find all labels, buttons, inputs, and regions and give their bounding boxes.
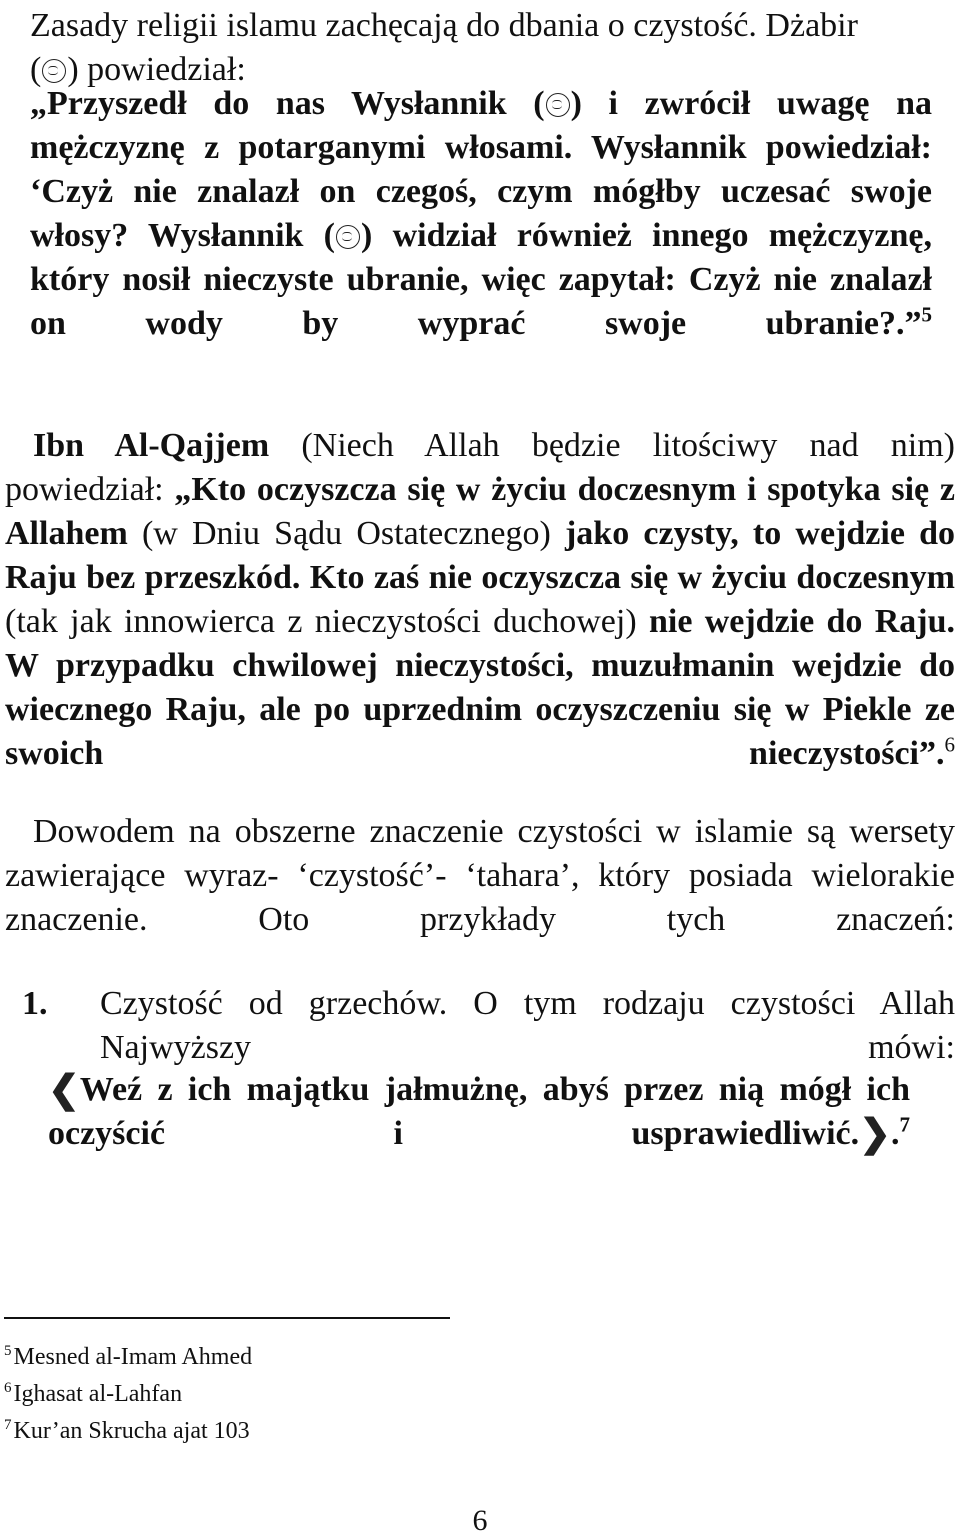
aside-segment-1: (w Dniu Sądu Ostatecznego) <box>127 515 565 552</box>
footnote-separator <box>4 1317 450 1319</box>
footnote-ref-7: 7 <box>899 1112 910 1137</box>
quote-period: . <box>891 1115 900 1152</box>
hadith-quote <box>30 82 932 346</box>
footnote-6: $^6$Ighasat al-Lahfan <box>4 1380 183 1407</box>
footnote-ref-5: 5 <box>921 302 932 327</box>
author-name: Ibn Al-Qajjem <box>33 427 270 464</box>
paragraph-tahara: Dowodem na obszerne znaczenie czystości w islamie są wersety zawierające wyraz- ‘czystość’- ‘tahara’, który posiada wielorakie znaczenie. Oto przykłady tych znaczeń: <box>5 813 955 938</box>
footnote-5: $^5$Mesned al-Imam Ahmed <box>4 1343 253 1370</box>
quran-quote <box>48 1068 910 1156</box>
quote-part-3: ) widział również innego mężczyznę, który nosił nieczyste ubranie, więc zapytał: Czyż nie znalazł on wody by wyprać swoje ubranie?. <box>30 217 933 342</box>
quote-close: ” <box>904 305 922 342</box>
paren-open: ( <box>30 51 42 88</box>
quote-segment-1: „Kto oczyszcza się w życiu doczesnym i spotyka się z Allahem <box>5 471 955 552</box>
quote-open-ornament-icon: ❮ <box>48 1069 80 1111</box>
paragraph-ibn-al-qajjem <box>5 424 955 776</box>
quote-segment-3: nie wejdzie do Raju. W przypadku chwilowej nieczystości, muzułmanin wejdzie do wiecznego Raju, ale po uprzednim oczyszczeniu się w Piekle ze swoich nieczystości”. <box>5 603 955 772</box>
quote-part-2: ) i zwrócił uwagę na mężczyznę z potarganymi włosami. Wysłannik powiedział: ‘Czyż nie znalazł on czegoś, czym mógłby uczesać swoje włosy? Wysłannik ( <box>30 85 932 254</box>
prophet-seal-icon <box>546 93 570 117</box>
intro-sentence: Zasady religii islamu zachęcają do dbania o czystość. Dżabir <box>30 7 858 44</box>
aside-segment-2: (tak jak innowierca z nieczystości duchowej) <box>5 603 649 640</box>
prophet-seal-icon <box>336 225 360 249</box>
list-item-number: 1. <box>22 985 48 1022</box>
quote-part-1: „Przyszedł do nas Wysłannik ( <box>30 85 545 122</box>
said-text: ) powiedział: <box>67 51 246 88</box>
list-item-text: Czystość od grzechów. O tym rodzaju czystości Allah Najwyższy mówi: <box>100 985 955 1066</box>
footnote-ref-6: 6 <box>944 732 955 757</box>
paragraph-cleanliness-intro <box>30 4 932 92</box>
footnote-7: $^7$Kur’an Skrucha ajat 103 <box>4 1417 250 1444</box>
quote-segment-2: jako czysty, to wejdzie do Raju bez przeszkód. Kto zaś nie oczyszcza się w życiu doczesnym <box>5 515 955 596</box>
quote-close-ornament-icon: ❯ <box>859 1113 891 1155</box>
supplication-text: (Niech Allah będzie litościwy nad nim) powiedział: <box>5 427 956 508</box>
page-number: 6 <box>472 1504 488 1537</box>
quran-quote-text: Weź z ich majątku jałmużnę, abyś przez nią mógł ich oczyścić i usprawiedliwić. <box>48 1071 910 1152</box>
honorific-seal-icon <box>42 59 66 83</box>
